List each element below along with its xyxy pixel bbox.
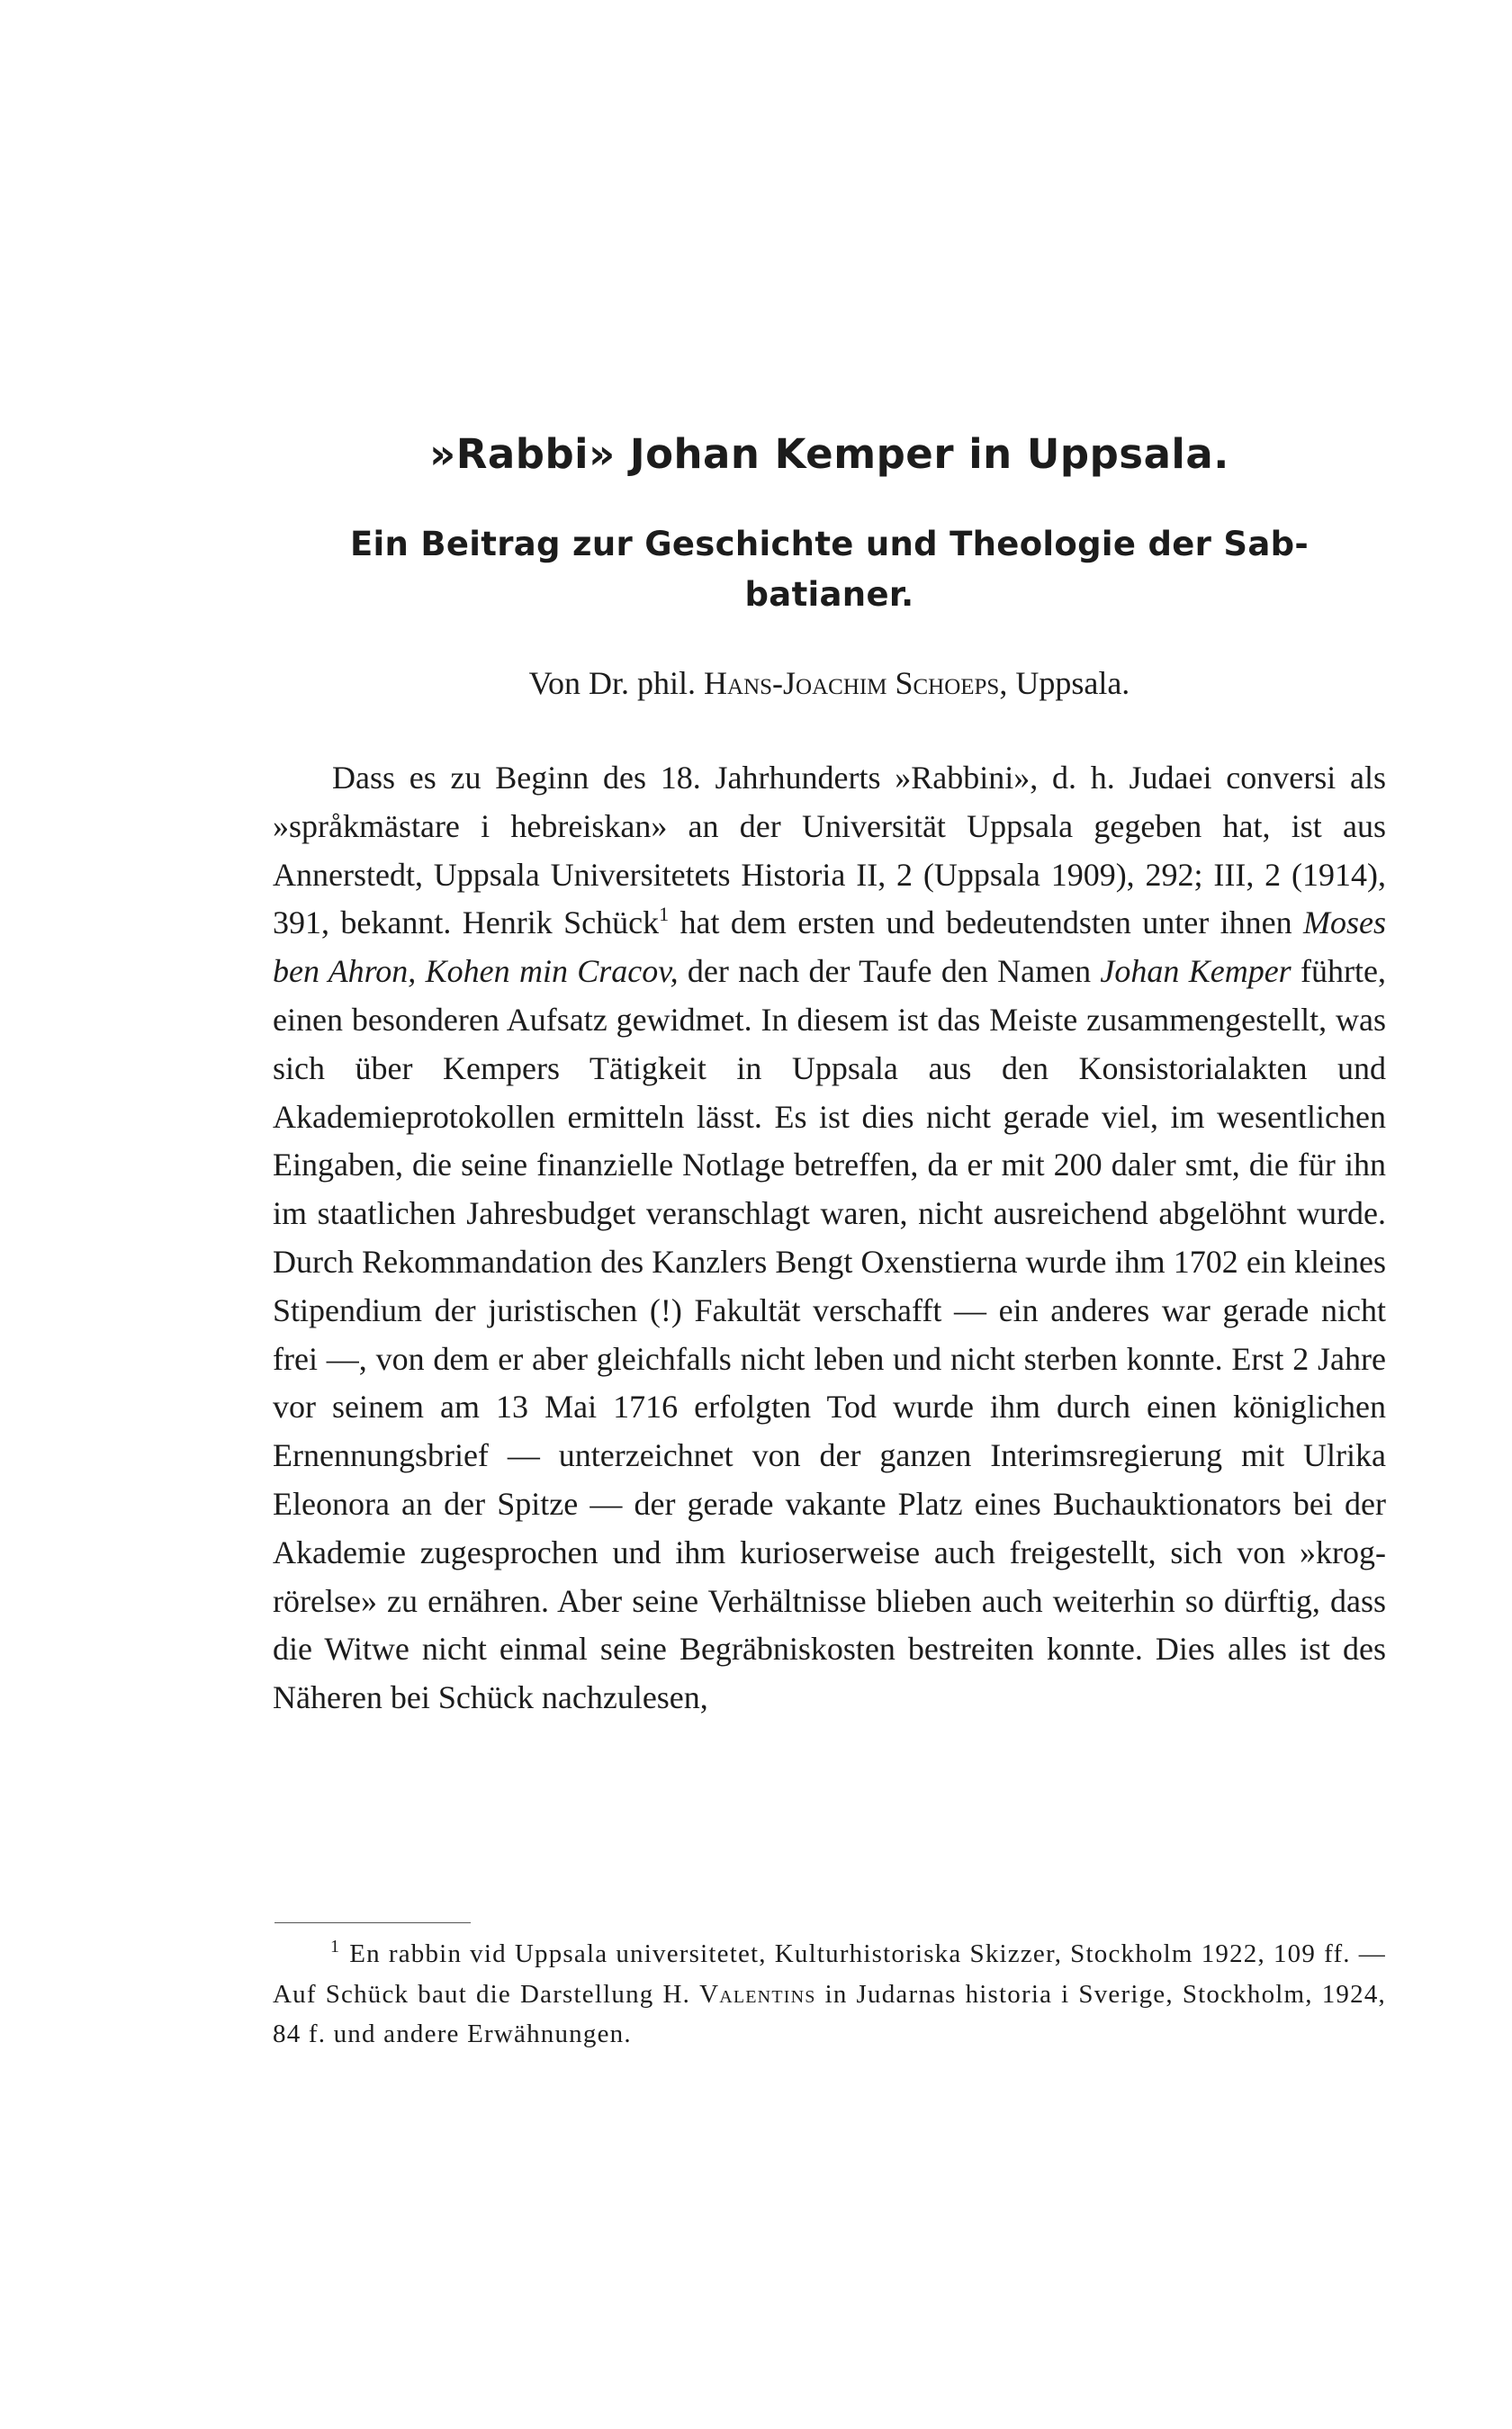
- footnote: [273, 1934, 1386, 2055]
- footnote-text-part-1: En rabbin vid Uppsala universitetet, Kulturhistoriska Skizzer, Stockholm 1922, 109 ff. — Auf Schück baut die Darstellung H.: [273, 1939, 1386, 2009]
- body-text-part-4: führte, einen besonderen Aufsatz gewidmet. In diesem ist das Meiste zusammengestellt, was sich über Kempers Tätigkeit in Uppsala aus den Konsistorialakten und Akademieprotokollen ermitteln lässt. Es ist dies nicht gerade viel, im wesentlichen Eingaben, die seine finanzielle Notlage betreffen, da er mit 200 daler smt, die für ihn im staatlichen Jahresbudget veranschlagt waren, nicht ausreichend abgelöhnt wurde. Durch Rekommandation des Kanzlers Bengt Oxenstierna wurde ihm 1702 ein kleines Stipendium der juristischen (!) Fakultät verschafft — ein anderes war gerade nicht frei —, von dem er aber gleichfalls nicht leben und nicht sterben konnte. Erst 2 Jahre vor seinem am 13 Mai 1716 erfolgten Tod wurde ihm durch einen königlichen Ernennungsbrief — unterzeichnet von der ganzen Interimsregierung mit Ulrika Eleonora an der Spitze — der gerade vakante Platz eines Buchauktionators bei der Akademie zugesprochen und ihm kurioserweise auch freigestellt, sich von »krogrörelse» zu ernähren. Aber seine Verhältnisse blieben auch weiterhin so dürftig, dass die Witwe nicht einmal seine Begräbniskosten bestreiten konnte. Dies alles ist des Näheren bei Schück nachzulesen,: [273, 953, 1386, 1716]
- body-text-part-2: hat dem ersten und bedeutendsten unter ihnen: [669, 904, 1303, 941]
- italic-name-johan-kemper: Johan Kemper: [1100, 953, 1292, 990]
- italic-name-moses: Moses ben Ahron, Kohen min Cracov,: [273, 904, 1386, 990]
- subtitle-line-2: batianer.: [744, 575, 914, 614]
- subtitle-line-1: Ein Beitrag zur Geschichte und Theologie der Sab-: [349, 525, 1310, 563]
- body-paragraph: [273, 754, 1386, 1723]
- author-suffix: , Uppsala.: [999, 665, 1130, 701]
- article-subtitle: [273, 519, 1386, 620]
- article-title: »Rabbi» Johan Kemper in Uppsala.: [429, 430, 1229, 478]
- footnote-reference: 1: [659, 903, 670, 926]
- author-prefix: Von Dr. phil.: [528, 665, 697, 701]
- footnote-text-part-2: in Judarnas historia i Sverige, Stockholm, 1924, 84 f. und andere Erwähnungen.: [273, 1979, 1386, 2048]
- footnote-author-name: Valentins: [699, 1979, 816, 2009]
- author-name: Hans-Joachim Schoeps: [704, 665, 1000, 701]
- body-text-part-3: der nach der Taufe den Namen: [678, 953, 1101, 990]
- body-text-part-1: Dass es zu Beginn des 18. Jahrhunderts »Rabbini», d. h. Judaei conversi als »språkmästare i hebreiskan» an der Universität Uppsala gegeben hat, ist aus Annerstedt, Uppsala Universitetets Historia II, 2 (Uppsala 1909), 292; III, 2 (1914), 391, bekannt. Henrik Schück: [273, 760, 1386, 941]
- author-line: [273, 664, 1386, 702]
- footnote-number: 1: [330, 1937, 341, 1957]
- footnote-divider: [274, 1922, 471, 1923]
